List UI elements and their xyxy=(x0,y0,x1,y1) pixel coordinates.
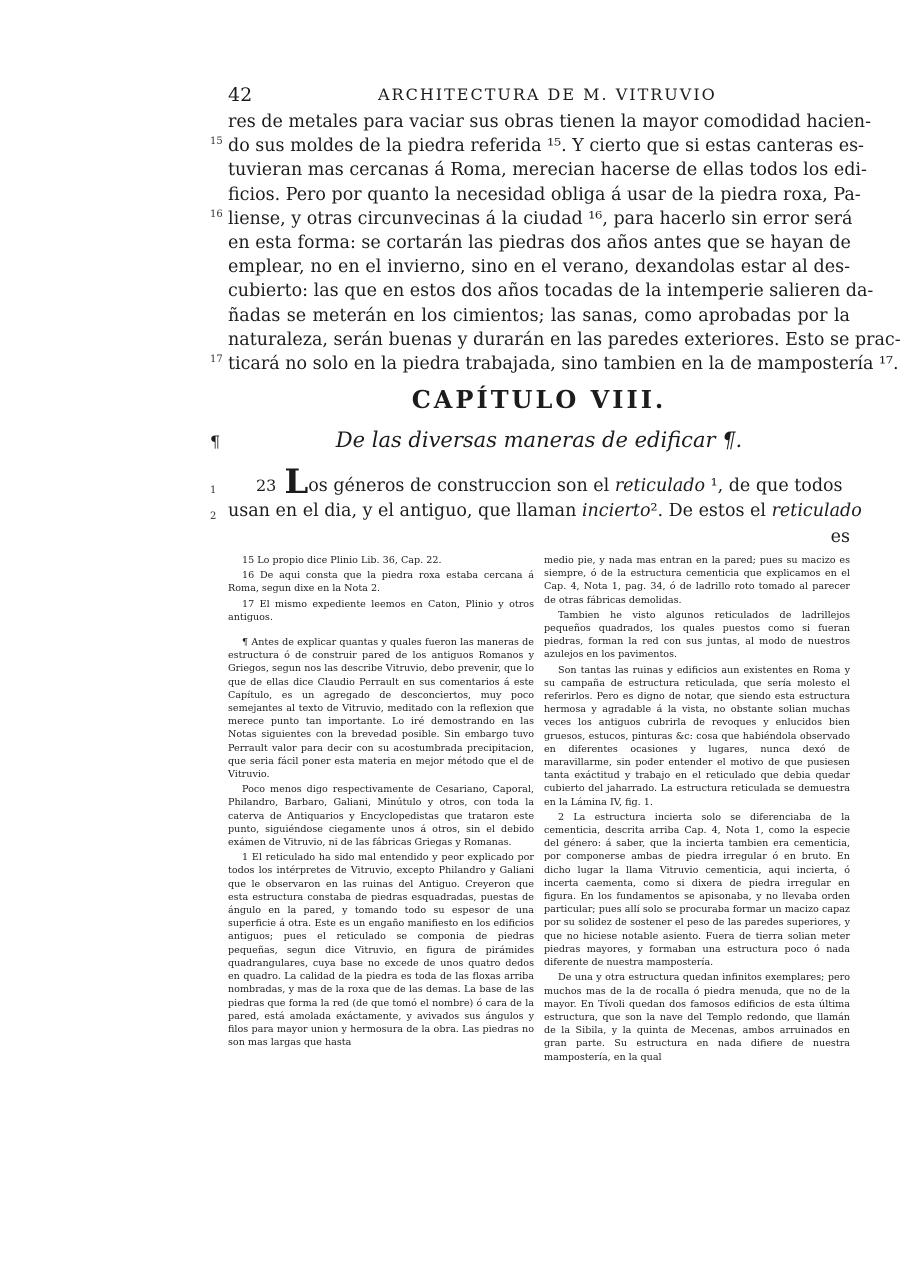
opening-text: usan en el dia, y el antiguo, que llaman xyxy=(228,501,577,521)
drop-cap: L xyxy=(284,462,309,502)
opening-text: ². De estos el xyxy=(650,501,766,521)
footnote-17: 17 El mismo expediente leemos en Caton, Plinio y otros antiguos. xyxy=(228,598,534,623)
note-paragraph: medio pie, y nada mas entran en la pared; pues su macizo es siempre, ó de la estructura cementicia que explicamos en el Cap. 4, Nota 1, pag. 34, ó de ladrillo roto tomado al parecer de otras fábricas demolidas. xyxy=(544,555,850,606)
page-header xyxy=(228,84,850,106)
footnote-15: 15 Lo propio dice Plinio Lib. 36, Cap. 22. xyxy=(242,555,442,566)
note-paragraph: Poco menos digo respectivamente de Cesariano, Caporal, Philandro, Barbaro, Galiani, Minútulo y otros, con toda la caterva de Antiquarios y Encyclopedistas que trataron este punto, siguiéndose ciegamente unos á otros, sin el debido exámen de Vitruvio, ni de las fábricas Griegas y Romanas. xyxy=(228,784,534,849)
body-line: ticará no solo en la piedra trabajada, sino tambien en la de mampostería ¹⁷. xyxy=(228,353,899,374)
body-line: tuvieran mas cercanas á Roma, merecian hacerse de ellas todos los edi- xyxy=(228,160,867,181)
catchword: es xyxy=(830,527,850,547)
note-paragraph: Son tantas las ruinas y edificios aun existentes en Roma y su campaña de estructura reticulada, que sería molesto el referirlos. Pero es digno de notar, que siendo esta estructura hermosa y agradable á la vista, no obstante solian muchas veces los antiguos cubrirla de revoques y enlucidos bien gruesos, estucos, pinturas &c: cosa que habiéndola observado en diferentes ocasiones y lugares, nunca dexó de maravillarme, sin poder entender el motivo de que pusiesen tanta exáctitud y trabajo en el reticulado que debia quedar cubierto del jaharrado. La estructura reticulada se demuestra en la Lámina IV, fig. 1. xyxy=(544,664,850,808)
term-reticulado: reticulado xyxy=(614,476,706,496)
footnote-16: 16 De aqui consta que la piedra roxa estaba cercana á Roma, segun dixe en la Nota 2. xyxy=(228,570,534,595)
margin-pilcrow: ¶ xyxy=(210,432,221,451)
opening-text: ¹, de que todos xyxy=(710,476,843,496)
note-paragraph: 2 La estructura incierta solo se diferenciaba de la cementicia, descrita arriba Cap. 4, Nota 1, como la especie del género: á saber, que la incierta tambien era cementicia, por componerse ambas de piedra irregular ó en bruto. En dicho lugar la llama Vitruvio cementicia, aqui incierta, ó incerta caementa, como si dixera de piedra irregular en figura. En los fundamentos se apisonaba, y no llevaba orden particular; pues allí solo se procuraba formar un macizo capaz por su solidez de sostener el peso de las paredes superiores, y que no hiciese notable asiento. Fuera de tierra solian meter piedras mayores, y formaban una estructura poco ó nada diferente de nuestra mampostería. xyxy=(544,811,850,969)
section-number: 23 xyxy=(256,476,277,495)
margin-note-16: 16 xyxy=(210,209,223,220)
note-paragraph: De una y otra estructura quedan infinitos exemplares; pero muchos mas de la de rocalla ó piedra menuda, que no de la mayor. En Tívoli quedan dos famosos edificios de esta última estructura, que son la nave del Templo redondo, que llamán de la Sibila, y la quinta de Mecenas, ambos arruinados en gran parte. Su estructura en nada difiere de nuestra mampostería, en la qual xyxy=(544,972,850,1063)
note-paragraph: Tambien he visto algunos reticulados de ladrillejos pequeños quadrados, los quales puestos como si fueran piedras, forman la red con sus juntas, al modo de nuestros azulejos en los pavimentos. xyxy=(544,609,850,661)
term-reticulado: reticulado xyxy=(771,501,862,521)
body-line: en esta forma: se cortarán las piedras dos años antes que se hayan de xyxy=(228,232,851,253)
opening-text: os géneros de construccion son el xyxy=(308,476,610,496)
body-line: liense, y otras circunvecinas á la ciudad ¹⁶, para hacerlo sin error será xyxy=(228,208,853,229)
body-line: res de metales para vaciar sus obras tienen la mayor comodidad hacien- xyxy=(228,112,871,132)
page-number: 42 xyxy=(228,84,253,106)
body-line: cubierto: las que en estos dos años tocadas de la intemperie salieren da- xyxy=(228,281,874,302)
margin-note-2: 2 xyxy=(210,511,217,522)
chapter-opening xyxy=(228,462,862,547)
note-paragraph: 1 El reticulado ha sido mal entendido y peor explicado por todos los intérpretes de Vitruvio, excepto Philandro y Galiani que le observaron en las ruinas del Antiguo. Creyeron que esta estructura constaba de piedras esquadradas, puestas de ángulo en la pared, y tomando todo su espesor de una superficie á otra. Este es un engaño manifiesto en los edificios antiguos; pues el reticulado se componia de piedras pequeñas, segun dice Vitruvio, en figura de pirámides quadrangulares, cuya base no excede de unos quatro dedos en quadro. La calidad de la piedra es toda de las floxas arriba nombradas, y mas de la roxa que de las demas. La base de las piedras que forma la red (de que tomó el nombre) ó cara de la pared, está amolada exáctamente, y avivados sus ángulos y filos para mayor union y hermosura de la obra. Las piedras no son mas largas que hasta xyxy=(228,852,534,1049)
body-line: naturaleza, serán buenas y durarán en las paredes exteriores. Esto se prac- xyxy=(228,329,901,350)
footnotes-left-column xyxy=(228,554,534,1051)
main-body-text xyxy=(228,110,901,376)
term-incierto: incierto xyxy=(581,501,651,521)
body-line: do sus moldes de la piedra referida ¹⁵. Y cierto que si estas canteras es- xyxy=(228,136,864,157)
body-line: emplear, no en el invierno, sino en el verano, dexandolas estar al des- xyxy=(228,257,850,278)
body-line: ficios. Pero por quanto la necesidad obliga á usar de la piedra roxa, Pa- xyxy=(228,184,861,205)
margin-note-15: 15 xyxy=(210,136,223,147)
running-title: ARCHITECTURA DE M. VITRUVIO xyxy=(378,85,717,104)
margin-note-1: 1 xyxy=(210,485,217,496)
body-line: ñadas se meterán en los cimientos; las sanas, como aprobadas por la xyxy=(228,305,850,326)
opening-line-1 xyxy=(228,462,850,502)
chapter-subtitle: De las diversas maneras de edificar ¶. xyxy=(335,428,743,452)
note-paragraph: ¶ Antes de explicar quantas y quales fueron las maneras de estructura ó de construir pared de los antiguos Romanos y Griegos, segun nos las describe Vitruvio, debo prevenir, que lo que de ellas dice Claudio Perrault en sus comentarios á este Capítulo, es un agregado de desconciertos, muy poco semejantes al texto de Vitruvio, meditado con la reflexion que merece punto tan importante. Lo iré demostrando en las Notas siguientes con la brevedad posible. Sin embargo tuvo Perrault valor para decir con su acostumbrada precipitacion, que seria fácil poner esta materia en mejor método que el de Vitruvio. xyxy=(228,637,534,781)
opening-line-2 xyxy=(228,498,862,524)
chapter-title: CAPÍTULO VIII. xyxy=(411,385,667,414)
footnotes-right-column xyxy=(544,554,850,1066)
margin-note-17: 17 xyxy=(210,354,223,365)
